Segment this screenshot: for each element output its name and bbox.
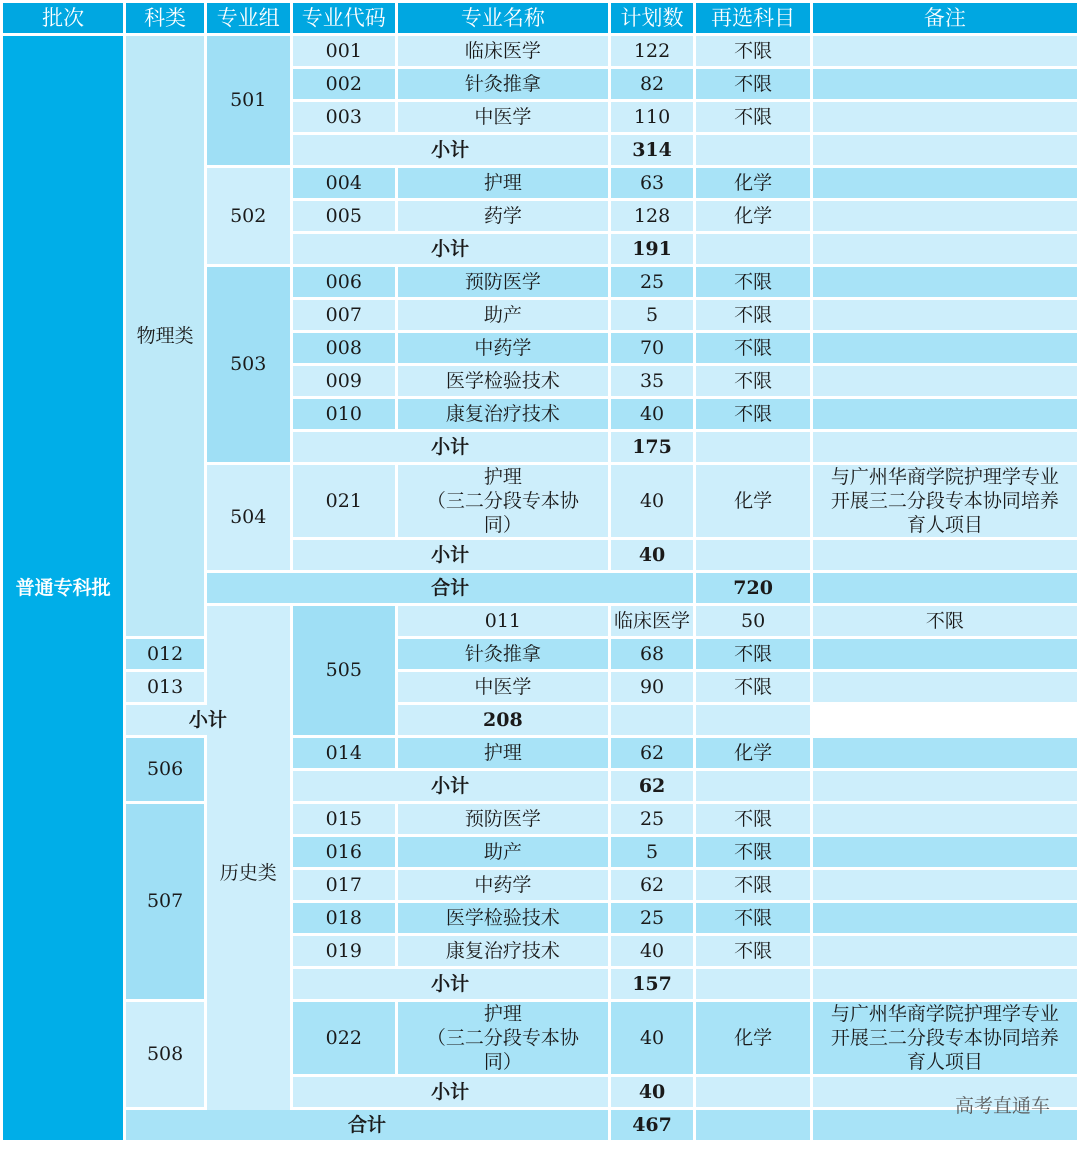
total-value: 720 — [696, 573, 809, 603]
table-row — [3, 804, 1080, 834]
empty-cell — [696, 540, 809, 570]
empty-cell — [813, 540, 1077, 570]
subtotal-label: 小计 — [126, 705, 289, 735]
major-code: 013 — [126, 672, 204, 702]
subject-req: 化学 — [696, 1002, 809, 1074]
subject-req: 化学 — [696, 168, 809, 198]
plan-count: 50 — [696, 606, 809, 636]
empty-cell — [696, 1110, 809, 1140]
major-name: 针灸推拿 — [398, 69, 608, 99]
header-category: 科类 — [126, 3, 204, 33]
header-code: 专业代码 — [293, 3, 395, 33]
remark — [813, 870, 1077, 900]
subject-req: 不限 — [696, 870, 809, 900]
plan-count: 128 — [611, 201, 694, 231]
major-code: 022 — [293, 1002, 395, 1074]
major-code: 011 — [398, 606, 608, 636]
group-cell: 504 — [207, 465, 290, 570]
remark — [813, 837, 1077, 867]
total-label: 合计 — [207, 573, 693, 603]
plan-count: 25 — [611, 804, 694, 834]
major-code: 012 — [126, 639, 204, 669]
total-row — [3, 1110, 1080, 1140]
group-cell: 501 — [207, 36, 290, 165]
subtotal-label: 小计 — [293, 1077, 608, 1107]
subject-req: 化学 — [696, 465, 809, 537]
subtotal-row — [3, 705, 1080, 735]
subtotal-value: 40 — [611, 1077, 694, 1107]
plan-count: 62 — [611, 870, 694, 900]
remark — [813, 300, 1077, 330]
total-label: 合计 — [126, 1110, 607, 1140]
plan-count: 68 — [611, 639, 694, 669]
subject-req: 不限 — [696, 333, 809, 363]
major-code: 016 — [293, 837, 395, 867]
group-cell: 502 — [207, 168, 290, 264]
subtotal-value: 175 — [611, 432, 694, 462]
remark — [813, 1002, 1077, 1074]
major-code: 004 — [293, 168, 395, 198]
remark — [813, 936, 1077, 966]
table-row — [3, 1002, 1080, 1074]
major-code: 006 — [293, 267, 395, 297]
table-row — [3, 36, 1080, 66]
empty-cell — [696, 234, 809, 264]
plan-count: 25 — [611, 903, 694, 933]
remark — [813, 201, 1077, 231]
major-name: 康复治疗技术 — [398, 936, 608, 966]
batch-cell: 普通专科批 — [3, 36, 123, 1140]
category-history: 历史类 — [207, 606, 290, 1140]
subject-req: 不限 — [696, 366, 809, 396]
empty-cell — [813, 771, 1077, 801]
subtotal-value: 191 — [611, 234, 694, 264]
group-cell: 508 — [126, 1002, 204, 1107]
plan-count: 40 — [611, 1002, 694, 1074]
table-row — [3, 738, 1080, 768]
empty-cell — [696, 1077, 809, 1107]
major-name-text: 护理 （三二分段专本协 同） — [426, 1003, 579, 1073]
remark — [813, 333, 1077, 363]
subject-req: 化学 — [696, 201, 809, 231]
major-name: 医学检验技术 — [398, 366, 608, 396]
remark — [813, 903, 1077, 933]
header-remark: 备注 — [813, 3, 1077, 33]
subtotal-label: 小计 — [293, 432, 608, 462]
major-code: 010 — [293, 399, 395, 429]
major-name: 中医学 — [398, 672, 608, 702]
table-row — [3, 672, 1080, 702]
remark — [813, 672, 1077, 702]
subtotal-value: 40 — [611, 540, 694, 570]
total-value: 467 — [611, 1110, 694, 1140]
remark — [813, 738, 1077, 768]
subject-req: 不限 — [696, 672, 809, 702]
group-cell: 507 — [126, 804, 204, 999]
remark — [813, 36, 1077, 66]
subtotal-label: 小计 — [293, 540, 608, 570]
major-name: 预防医学 — [398, 804, 608, 834]
major-name: 护理 — [398, 168, 608, 198]
header-group: 专业组 — [207, 3, 290, 33]
major-code: 008 — [293, 333, 395, 363]
remark-text: 与广州华商学院护理学专业 开展三二分段专本协同培养 育人项目 — [830, 466, 1059, 536]
subtotal-value: 62 — [611, 771, 694, 801]
plan-count: 122 — [611, 36, 694, 66]
remark-text: 与广州华商学院护理学专业 开展三二分段专本协同培养 育人项目 — [830, 1003, 1059, 1073]
subject-req: 不限 — [696, 399, 809, 429]
subject-req: 不限 — [696, 903, 809, 933]
major-name: 医学检验技术 — [398, 903, 608, 933]
empty-cell — [611, 705, 694, 735]
major-code: 007 — [293, 300, 395, 330]
watermark-text: 高考直通车 — [954, 1095, 1050, 1117]
major-code: 001 — [293, 36, 395, 66]
remark — [813, 69, 1077, 99]
subject-req: 化学 — [696, 738, 809, 768]
empty-cell — [696, 969, 809, 999]
subject-req: 不限 — [696, 837, 809, 867]
subtotal-label: 小计 — [293, 771, 608, 801]
subtotal-value: 208 — [398, 705, 608, 735]
major-code: 014 — [293, 738, 395, 768]
subject-req: 不限 — [696, 936, 809, 966]
plan-count: 110 — [611, 102, 694, 132]
category-physics: 物理类 — [126, 36, 204, 636]
remark — [813, 465, 1077, 537]
subject-req: 不限 — [696, 69, 809, 99]
empty-cell — [813, 234, 1077, 264]
major-name: 中药学 — [398, 870, 608, 900]
header-row — [3, 3, 1080, 33]
empty-cell — [813, 135, 1077, 165]
subject-req: 不限 — [696, 804, 809, 834]
major-code: 015 — [293, 804, 395, 834]
major-name: 助产 — [398, 300, 608, 330]
plan-count: 82 — [611, 69, 694, 99]
remark — [813, 102, 1077, 132]
subtotal-label: 小计 — [293, 234, 608, 264]
subtotal-label: 小计 — [293, 969, 608, 999]
remark — [813, 267, 1077, 297]
remark — [813, 168, 1077, 198]
header-subject: 再选科目 — [696, 3, 809, 33]
table-row — [3, 639, 1080, 669]
major-name: 针灸推拿 — [398, 639, 608, 669]
remark — [813, 804, 1077, 834]
plan-count: 90 — [611, 672, 694, 702]
empty-cell — [696, 432, 809, 462]
major-name: 康复治疗技术 — [398, 399, 608, 429]
plan-count: 70 — [611, 333, 694, 363]
major-name — [398, 465, 608, 537]
major-code: 005 — [293, 201, 395, 231]
major-code: 017 — [293, 870, 395, 900]
major-code: 018 — [293, 903, 395, 933]
subtotal-value: 314 — [611, 135, 694, 165]
remark — [813, 399, 1077, 429]
plan-count: 5 — [611, 837, 694, 867]
plan-count: 40 — [611, 465, 694, 537]
major-name: 护理 — [398, 738, 608, 768]
remark — [813, 639, 1077, 669]
empty-cell — [813, 573, 1077, 603]
subtotal-value: 157 — [611, 969, 694, 999]
major-name: 中药学 — [398, 333, 608, 363]
empty-cell — [813, 969, 1077, 999]
major-name: 药学 — [398, 201, 608, 231]
header-major: 专业名称 — [398, 3, 608, 33]
group-cell: 505 — [293, 606, 395, 735]
plan-count: 35 — [611, 366, 694, 396]
empty-cell — [813, 432, 1077, 462]
plan-count: 40 — [611, 936, 694, 966]
group-cell: 506 — [126, 738, 204, 801]
empty-cell — [696, 771, 809, 801]
subject-req: 不限 — [696, 639, 809, 669]
major-name: 中医学 — [398, 102, 608, 132]
plan-count: 25 — [611, 267, 694, 297]
subject-req: 不限 — [696, 36, 809, 66]
major-name: 临床医学 — [611, 606, 694, 636]
header-count: 计划数 — [611, 3, 694, 33]
subject-req: 不限 — [813, 606, 1077, 636]
major-code: 009 — [293, 366, 395, 396]
major-name — [398, 1002, 608, 1074]
subtotal-label: 小计 — [293, 135, 608, 165]
empty-cell — [696, 705, 809, 735]
major-code: 019 — [293, 936, 395, 966]
subject-req: 不限 — [696, 102, 809, 132]
plan-count: 63 — [611, 168, 694, 198]
subject-req: 不限 — [696, 300, 809, 330]
remark — [813, 366, 1077, 396]
plan-count: 40 — [611, 399, 694, 429]
plan-count: 62 — [611, 738, 694, 768]
header-batch: 批次 — [3, 3, 123, 33]
empty-cell — [696, 135, 809, 165]
major-code: 002 — [293, 69, 395, 99]
subject-req: 不限 — [696, 267, 809, 297]
group-cell: 503 — [207, 267, 290, 462]
major-name-text: 护理 （三二分段专本协 同） — [426, 466, 579, 536]
plan-count: 5 — [611, 300, 694, 330]
major-code: 021 — [293, 465, 395, 537]
major-code: 003 — [293, 102, 395, 132]
major-name: 助产 — [398, 837, 608, 867]
major-name: 临床医学 — [398, 36, 608, 66]
major-name: 预防医学 — [398, 267, 608, 297]
